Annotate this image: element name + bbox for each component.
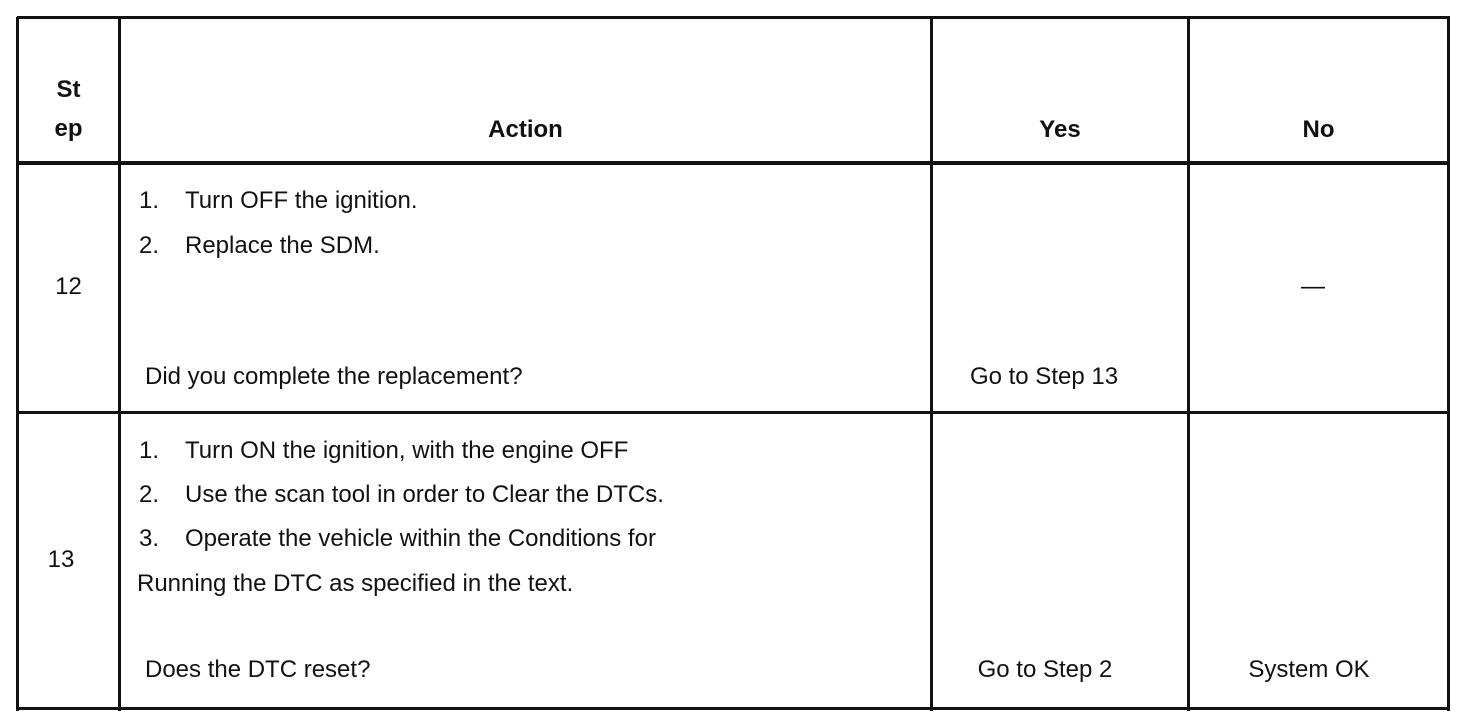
row-12-question: Did you complete the replacement? xyxy=(145,363,523,390)
action-text: Use the scan tool in order to Clear the DTCs. xyxy=(185,481,664,508)
action-number: 2. xyxy=(139,481,160,508)
row-12-step: 12 xyxy=(55,273,82,300)
table-top-border xyxy=(17,16,1450,19)
row-12-action-2 xyxy=(139,232,380,260)
header-bottom-border xyxy=(17,161,1450,165)
header-step-line2: ep xyxy=(54,115,83,142)
action-number: 3. xyxy=(139,525,160,552)
row-13-action-2 xyxy=(139,481,664,509)
row-12-bottom-border xyxy=(17,411,1450,414)
action-text: Turn ON the ignition, with the engine OFF xyxy=(185,437,629,464)
header-no: No xyxy=(1302,116,1335,143)
action-number: 1. xyxy=(139,437,160,464)
row-13-action-1 xyxy=(139,437,628,465)
row-13-question: Does the DTC reset? xyxy=(145,656,371,683)
header-step-line1: St xyxy=(56,76,81,103)
row-13-step: 13 xyxy=(47,546,75,573)
header-action: Action xyxy=(488,116,563,143)
table-bottom-border xyxy=(17,707,1450,710)
action-number: 2. xyxy=(139,232,160,259)
action-text: Turn OFF the ignition. xyxy=(185,187,418,214)
action-text: Replace the SDM. xyxy=(185,232,380,259)
table-right-border xyxy=(1447,17,1450,711)
row-13-action-3 xyxy=(139,525,656,553)
row-12-yes: Go to Step 13 xyxy=(969,363,1119,390)
header-step xyxy=(19,76,118,143)
row-12-no: — xyxy=(1301,273,1325,300)
action-text: Operate the vehicle within the Conditions for xyxy=(185,525,656,552)
header-yes: Yes xyxy=(1039,116,1081,143)
action-number: 1. xyxy=(139,187,160,214)
row-12-action-1 xyxy=(139,187,418,215)
row-13-continuation: Running the DTC as specified in the text. xyxy=(137,570,574,597)
row-13-no: System OK xyxy=(1248,656,1370,683)
row-13-yes: Go to Step 2 xyxy=(977,656,1113,683)
